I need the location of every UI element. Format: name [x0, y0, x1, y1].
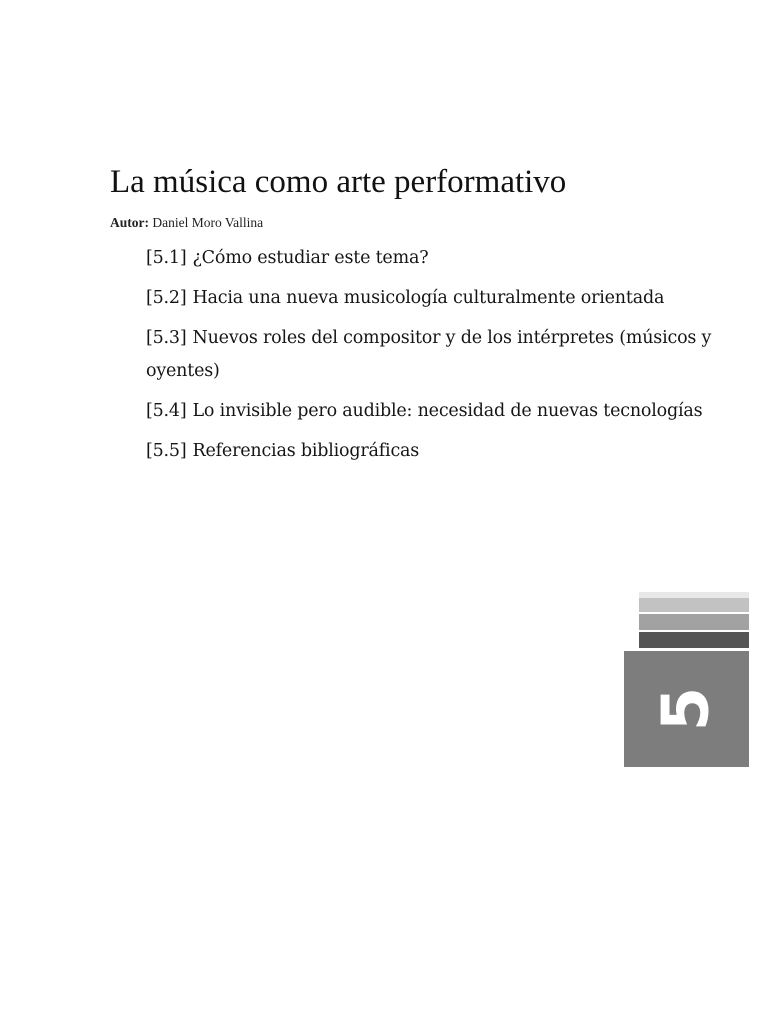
- toc-item-text: Lo invisible pero audible: necesidad de nuevas tecnologías: [192, 401, 703, 421]
- chapter-number-badge: [624, 592, 749, 767]
- toc-item-number: [5.3]: [146, 328, 187, 348]
- table-of-contents: [146, 242, 746, 475]
- chapter-number-box: [624, 651, 749, 767]
- toc-item-5-3[interactable]: [146, 322, 746, 388]
- toc-item-5-5[interactable]: [146, 435, 746, 468]
- toc-item-number: [5.5]: [146, 441, 187, 461]
- toc-item-number: [5.2]: [146, 288, 187, 308]
- toc-item-number: [5.4]: [146, 401, 187, 421]
- toc-item-5-1[interactable]: [146, 242, 746, 275]
- badge-stripe-mid: [639, 614, 749, 630]
- toc-item-text: Hacia una nueva musicología culturalmente orientada: [192, 288, 665, 308]
- badge-stripe-mid-light: [639, 598, 749, 612]
- toc-item-text: Nuevos roles del compositor y de los intérpretes (músicos y oyentes): [146, 328, 712, 381]
- author-name: Daniel Moro Vallina: [152, 215, 264, 230]
- toc-item-5-4[interactable]: [146, 395, 746, 428]
- author-line: [110, 214, 263, 232]
- toc-item-number: [5.1]: [146, 248, 187, 268]
- toc-item-text: Referencias bibliográficas: [192, 441, 420, 461]
- toc-item-text: ¿Cómo estudiar este tema?: [192, 248, 429, 268]
- toc-item-5-2[interactable]: [146, 282, 746, 315]
- chapter-title: La música como arte performativo: [110, 164, 567, 200]
- chapter-number: 5: [649, 686, 724, 732]
- author-label: Autor:: [110, 215, 149, 230]
